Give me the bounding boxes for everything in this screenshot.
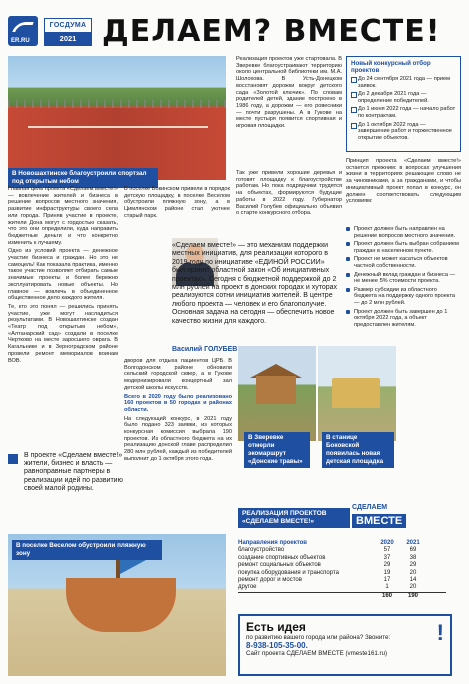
list-item: Проект должен быть направлен на решение вопросов местного значения.	[346, 226, 461, 239]
table-row	[238, 562, 446, 569]
pull-quote-text: В проекте «Сделаем вместе!» жители, бизнес и власть — равноправные партнеры в реализации идей по развитию своей малой родины.	[24, 452, 123, 492]
table-cell: другое	[238, 584, 257, 591]
table-row	[238, 577, 446, 584]
table-total-row	[238, 592, 446, 600]
bear-icon	[12, 22, 34, 32]
table-cell: 37	[383, 554, 391, 561]
list-item: Размер субсидии из областного бюджета на поддержку одного проекта — до 2 млн рублей.	[346, 287, 461, 307]
article-column-2	[124, 186, 230, 222]
project-site[interactable]: Сайт проекта СДЕЛАЕМ ВМЕСТЕ (vmeste161.ru)	[246, 650, 388, 658]
idea-title: Есть идея	[246, 620, 306, 634]
gosduma-label: ГОСДУМА	[49, 22, 87, 29]
paragraph: Так уже привели хорошие деревья и готовят площадку к благоустройстве работам. Но пока подрядчики трудятся на объектах, формируются будущие работы в 2022 году. Губернатор Василий Голубев официально объявил о старте конкурсного отбора.	[236, 170, 342, 217]
table-cell: 20	[409, 569, 417, 576]
party-logo	[8, 16, 38, 46]
schedule-item: До 2 декабря 2021 года — определение победителей.	[351, 91, 456, 104]
idea-subtitle: по развитию вашего города или района? Звоните:	[246, 634, 391, 641]
table-cell: ремонт социальных объектов	[238, 562, 321, 569]
playground-graphic	[332, 378, 380, 408]
paragraph: Те, кто это понял — решились принять участие, уже могут насладиться результатами. В Новошахтинске создан «Театр под открытым небом», «Алтанарский сад» создали в поселке Чертково на месте заросшего оврага. В Кагальнике и в Зерноградском районе провели ремонт мемориалов воинам ВОВ.	[8, 303, 118, 364]
list-item: Проект должен быть выбран собранием граждан в населенном пункте.	[346, 241, 461, 254]
paragraph: В поселке Бокинском привели в порядок детскую площадку, в поселке Веселом обустроили пляжную зону, а в Цимлянском районе стал уютнее старый парк.	[124, 186, 230, 219]
quote-text: «Сделаем вместе!» — это механизм поддержки местных инициатив, для реализации которого в 2019 году по инициативе «ЕДИНОЙ РОССИИ» был принят областной закон «Об инициативных проектах». Сегодня с бюджетной поддержкой до 2 млн рублей на проект в донских городах и хуторах реализуются сотни инициатив жителей. В центре любого проекта — человек и его благополучие. Основная задача на сегодня — обеспечить новое качество жизни для каждого.	[172, 242, 338, 325]
paragraph: Реализация проектов уже стартовала. В Зверевке благоустраивают территорию около центральной библиотеки им. М.А. Шолохова. В Усть-Донецком восстановят дорожки вокруг детского сада «Золотой ключик». По словам родителей детей, здание построено в 1986 году, а дорожки — его ровесники — почти разрушены. А в Гукове на месте пустыря появится спортивная и игровая площадки.	[236, 56, 342, 130]
idea-contact-box	[238, 614, 452, 676]
table-cell	[238, 593, 374, 600]
list-item: Проект не может касаться объектов частной собственности.	[346, 256, 461, 269]
table-cell: 29	[409, 562, 417, 569]
table-cell: 1	[385, 584, 389, 591]
phone-number[interactable]: 8-938-105-35-00.	[246, 641, 308, 651]
logo-line-1: СДЕЛАЕМ	[352, 504, 388, 511]
article-column-5	[124, 358, 232, 465]
list-item: Проект должен быть завершен до 1 октября 2022 года, а объект предоставлен жителям.	[346, 309, 461, 329]
page-title: ДЕЛАЕМ? ВМЕСТЕ!	[102, 14, 441, 49]
table-cell: 38	[409, 554, 417, 561]
table-row	[238, 555, 446, 562]
table-cell: создание спортивных объектов	[238, 554, 326, 561]
photo-sports-court	[8, 56, 226, 180]
table-cell: 160	[381, 592, 392, 599]
photo-ecotrail	[238, 346, 316, 441]
table-cell: 69	[409, 547, 417, 554]
table-cell: 17	[383, 577, 391, 584]
hut-graphic	[256, 376, 296, 404]
gosduma-badge	[44, 18, 92, 46]
article-column-3	[236, 56, 342, 132]
conditions-list	[346, 226, 461, 330]
table-cell: 57	[383, 547, 391, 554]
schedule-item: До 1 октября 2022 года — завершение работ и торжественное открытие объектов.	[351, 122, 456, 142]
gosduma-year: 2021	[45, 32, 91, 45]
paragraph: Всего в 2020 году было реализовано 160 проектов в 50 городах и районах области.	[124, 393, 232, 413]
paragraph: Главная цель проекта «Сделаем вместе!» — вовлечение жителей и бизнеса в решение вопросов местного значения, развитие инфраструктуры своего села или города. Приняв участие в проекте, жители Дона могут с гордостью сказать, что это они определили, куда направить бюджетные деньги и что конкретно изменить к лучшему.	[8, 186, 118, 246]
list-item: Денежный вклад граждан и бизнеса — не менее 5% стоимости проекта.	[346, 272, 461, 285]
exclamation-icon: !	[436, 620, 444, 645]
logo-text: ER.RU	[11, 38, 30, 44]
table-cell: 20	[409, 584, 417, 591]
table-row	[238, 570, 446, 577]
quote-author: Василий ГОЛУБЕВ	[172, 346, 238, 353]
logo-line-2: ВМЕСТЕ	[352, 514, 406, 528]
projects-table	[238, 540, 446, 600]
court-line-graphic	[28, 126, 208, 128]
paragraph: Принцип проекта «Сделаем вместе!» остается прежним: в вопросах улучшения жизни в территориях решающее слово не за чиновниками, а за гражданами, и чтобы инициативный проект попал в конкурс, он должен соответствовать следующим условиям:	[346, 158, 461, 205]
article-column-1	[8, 186, 118, 366]
table-title: РЕАЛИЗАЦИЯ ПРОЕКТОВ «СДЕЛАЕМ ВМЕСТЕ!»	[238, 508, 350, 528]
header-cell: 2020	[380, 540, 394, 546]
table-cell: 190	[407, 592, 418, 599]
schedule-item: До 24 сентября 2021 года — прием заявок.	[351, 76, 456, 89]
photo-caption: В Зверевке отмерли экомаршрут «Донские травы»	[244, 432, 310, 468]
header-cell: 2021	[406, 540, 420, 546]
header-cell: Направления проектов	[238, 540, 307, 546]
photo-caption: В станице Боковской появилась новая детская площадка	[322, 432, 394, 468]
table-row	[238, 584, 446, 591]
table-cell: ремонт дорог и мостов	[238, 577, 302, 584]
table-cell: покупка оборудования и транспорта	[238, 569, 339, 576]
table-cell: 29	[383, 562, 391, 569]
photo-caption: В Новошахтинске благоустроили спортзал под открытым небом	[8, 168, 158, 188]
quote-mark-icon	[8, 454, 18, 464]
article-column-4	[346, 158, 461, 207]
selection-schedule-box	[346, 56, 461, 152]
ship-playset-graphic	[66, 578, 176, 632]
table-cell: 19	[383, 569, 391, 576]
photo-caption: В поселке Веселом обустроили пляжную зону	[12, 540, 162, 560]
project-logo	[352, 504, 432, 534]
box-title: Новый конкурсный отбор проектов	[351, 60, 431, 74]
paragraph: На следующий конкурс, в 2021 году было подано 323 заявки, из которых конкурсная комиссия выбрала 190 проектов. Из областного бюджета на их реализацию донской главе распределил 280 млн рублей, каждый из победителей выполнит до 1 октября этого года.	[124, 415, 232, 462]
table-cell: 14	[409, 577, 417, 584]
paragraph: дворов для отдыха пациентов ЦРБ. В Волгодонском районе обновили сельский городской сквер, а в Гукове модернизировали концертный зал детской школы искусств.	[124, 358, 232, 391]
table-row	[238, 547, 446, 554]
paragraph: Одно из условий проекта — денежное участие бизнеса и граждан. Но это не самоцель! Как показала практика, именно такое участие позволяет отбирать самые значимые проекты и более бережно эксплуатировать новые объекты. Но главное — вовлечь в объединенное общественное дело каждого жителя.	[8, 248, 118, 302]
photo-playground	[318, 346, 396, 441]
article-column-3b	[236, 170, 342, 219]
page-header	[8, 16, 461, 48]
schedule-item: До 1 июня 2022 года — начало работ по контрактам.	[351, 106, 456, 119]
table-cell: благоустройство	[238, 547, 285, 554]
